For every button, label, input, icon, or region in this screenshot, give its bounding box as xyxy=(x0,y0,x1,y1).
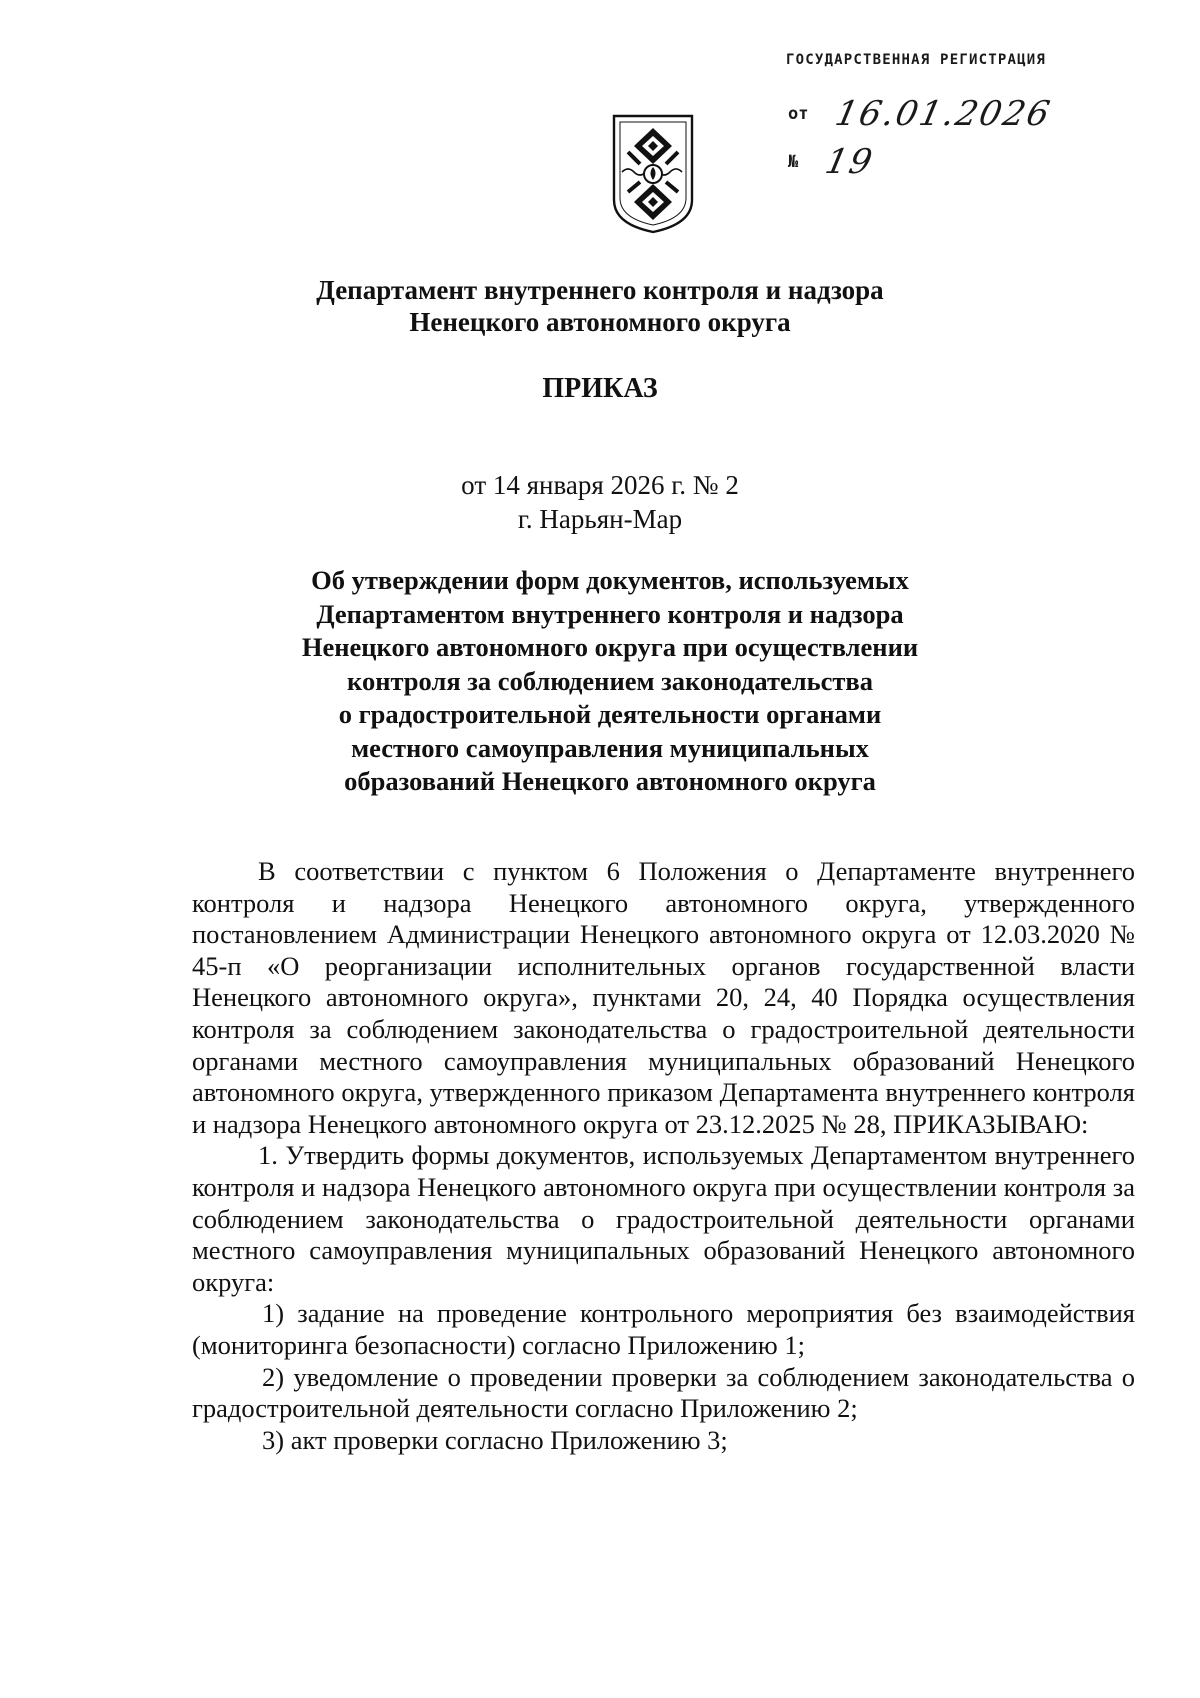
subitem-paragraph: 1) задание на проведение контрольного мероприятия без взаимодействия (мониторинга безопасности) согласно Приложению 1; xyxy=(192,1298,1135,1360)
item-1-paragraph: 1. Утвердить формы документов, используемых Департаментом внутреннего контроля и надзора Ненецкого автономного округа при осуществлении контроля за соблюдением законодательства о градостроительной деятельности органами местного самоуправления муниципальных образований Ненецкого автономного округа: xyxy=(192,1140,1135,1297)
preamble-paragraph: В соответствии с пунктом 6 Положения о Департаменте внутреннего контроля и надзора Ненецкого автономного округа, утвержденного постановлением Администрации Ненецкого автономного округа от 12.03.2020 № 45-п «О реорганизации исполнительных органов государственной власти Ненецкого автономного округа», пунктами 20, 24, 40 Порядка осуществления контроля за соблюдением законодательства о градостроительной деятельности органами местного самоуправления муниципальных образований Ненецкого автономного округа, утвержденного приказом Департамента внутреннего контроля и надзора Ненецкого автономного округа от 23.12.2025 № 28, ПРИКАЗЫВАЮ: xyxy=(192,856,1135,1139)
subject-line: Об утверждении форм документов, используемых xyxy=(311,565,909,595)
subject-line: образований Ненецкого автономного округа xyxy=(344,766,876,796)
stamp-date-row xyxy=(788,94,1056,134)
document-type: ПРИКАЗ xyxy=(542,373,658,404)
stamp-date-label: от xyxy=(788,104,809,124)
subject-line: контроля за соблюдением законодательства xyxy=(347,665,873,696)
order-city: г. Нарьян-Мар xyxy=(517,504,683,534)
department-name xyxy=(0,274,1200,338)
order-date-number: от 14 января 2026 г. № 2 xyxy=(461,470,739,500)
stamp-number-row xyxy=(788,142,878,182)
subject-line: местного самоуправления муниципальных xyxy=(351,732,869,763)
nenets-coat-of-arms-icon xyxy=(610,112,696,236)
stamp-date-value: 16.01.2026 xyxy=(831,94,1056,134)
subject-line: о градостроительной деятельности органами xyxy=(338,699,882,729)
subitem-paragraph: 2) уведомление о проведении проверки за соблюдением законодательства о градостроительной деятельности согласно Приложению 2; xyxy=(192,1361,1135,1424)
order-subject xyxy=(240,564,980,799)
department-line-2: Ненецкого автономного округа xyxy=(409,307,791,337)
stamp-title: ГОСУДАРСТВЕННАЯ РЕГИСТРАЦИЯ xyxy=(786,52,1046,68)
department-line-1: Департамент внутреннего контроля и надзора xyxy=(316,275,884,305)
stamp-number-value: 19 xyxy=(821,142,878,182)
registration-stamp xyxy=(786,52,1086,182)
stamp-number-label: № xyxy=(788,152,799,172)
subject-line: Департаментом внутреннего контроля и надзора xyxy=(316,598,904,629)
order-body xyxy=(192,856,1135,1456)
subitem-paragraph: 3) акт проверки согласно Приложению 3; xyxy=(262,1424,728,1455)
subject-line: Ненецкого автономного округа при осуществлении xyxy=(301,632,919,662)
